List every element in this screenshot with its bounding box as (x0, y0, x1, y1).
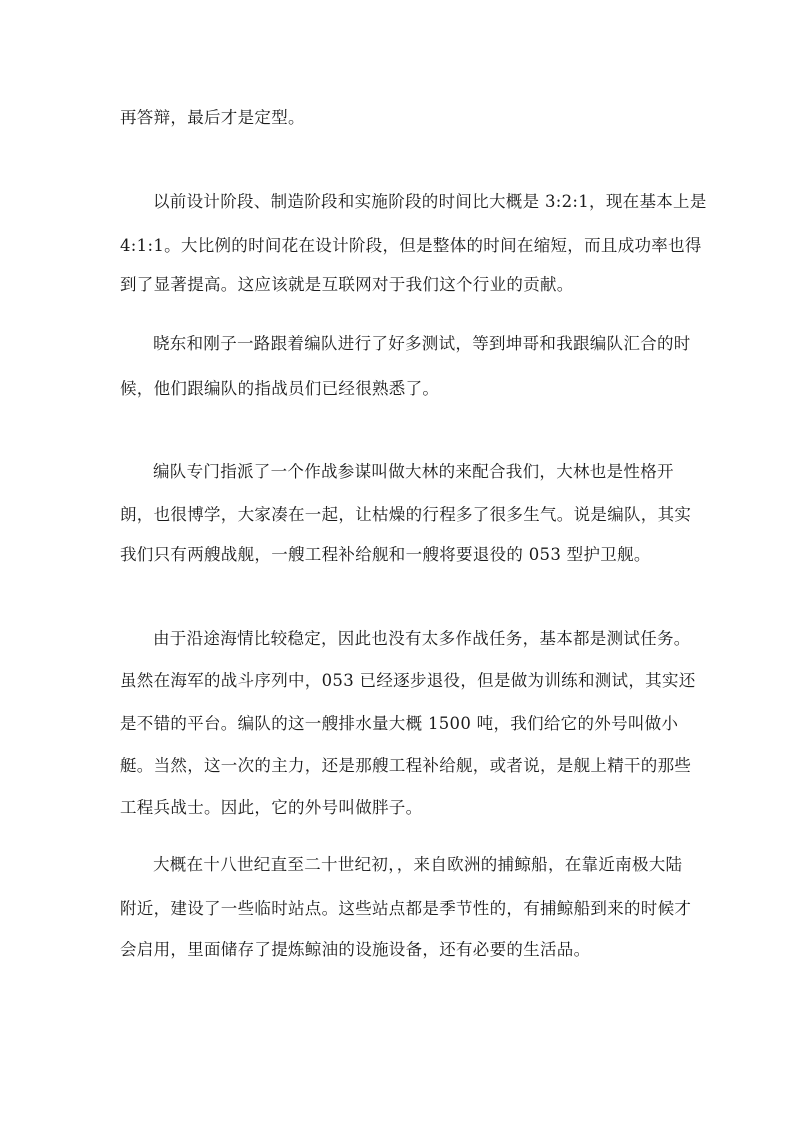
paragraph-2-line-2: 4:1:1。大比例的时间花在设计阶段，但是整体的时间在缩短，而且成功率也得 (120, 236, 702, 255)
paragraph-5-line-4: 艇。当然，这一次的主力，还是那艘工程补给舰，或者说，是舰上精干的那些 (120, 756, 692, 775)
paragraph-1-line-1: 再答辩，最后才是定型。 (120, 108, 305, 127)
paragraph-5-line-1: 由于沿途海情比较稳定，因此也没有太多作战任务，基本都是测试任务。 (153, 629, 691, 648)
paragraph-5-line-5: 工程兵战士。因此，它的外号叫做胖子。 (120, 798, 423, 817)
paragraph-2-line-3: 到了显著提高。这应该就是互联网对于我们这个行业的贡献。 (120, 275, 574, 294)
paragraph-6-line-3: 会启用，里面储存了提炼鲸油的设施设备，还有必要的生活品。 (120, 940, 591, 959)
paragraph-2-line-1: 以前设计阶段、制造阶段和实施阶段的时间比大概是 3:2:1，现在基本上是 (153, 192, 707, 211)
paragraph-5-line-3: 是不错的平台。编队的这一艘排水量大概 1500 吨，我们给它的外号叫做小 (120, 714, 679, 733)
paragraph-6-line-1: 大概在十八世纪直至二十世纪初，，来自欧洲的捕鲸船，在靠近南极大陆 (153, 855, 683, 874)
paragraph-5-line-2: 虽然在海军的战斗序列中，053 已经逐步退役，但是做为训练和测试，其实还 (120, 671, 696, 690)
paragraph-4-line-3: 我们只有两艘战舰，一艘工程补给舰和一艘将要退役的 053 型护卫舰。 (120, 545, 651, 564)
paragraph-3-line-1: 晓东和刚子一路跟着编队进行了好多测试，等到坤哥和我跟编队汇合的时 (153, 334, 691, 353)
paragraph-4-line-2: 朗，也很博学，大家凑在一起，让枯燥的行程多了很多生气。说是编队，其实 (120, 505, 692, 524)
paragraph-4-line-1: 编队专门指派了一个作战参谋叫做大林的来配合我们，大林也是性格开 (153, 462, 674, 481)
paragraph-6-line-2: 附近，建设了一些临时站点。这些站点都是季节性的，有捕鲸船到来的时候才 (120, 899, 692, 918)
paragraph-3-line-2: 候，他们跟编队的指战员们已经很熟悉了。 (120, 379, 440, 398)
